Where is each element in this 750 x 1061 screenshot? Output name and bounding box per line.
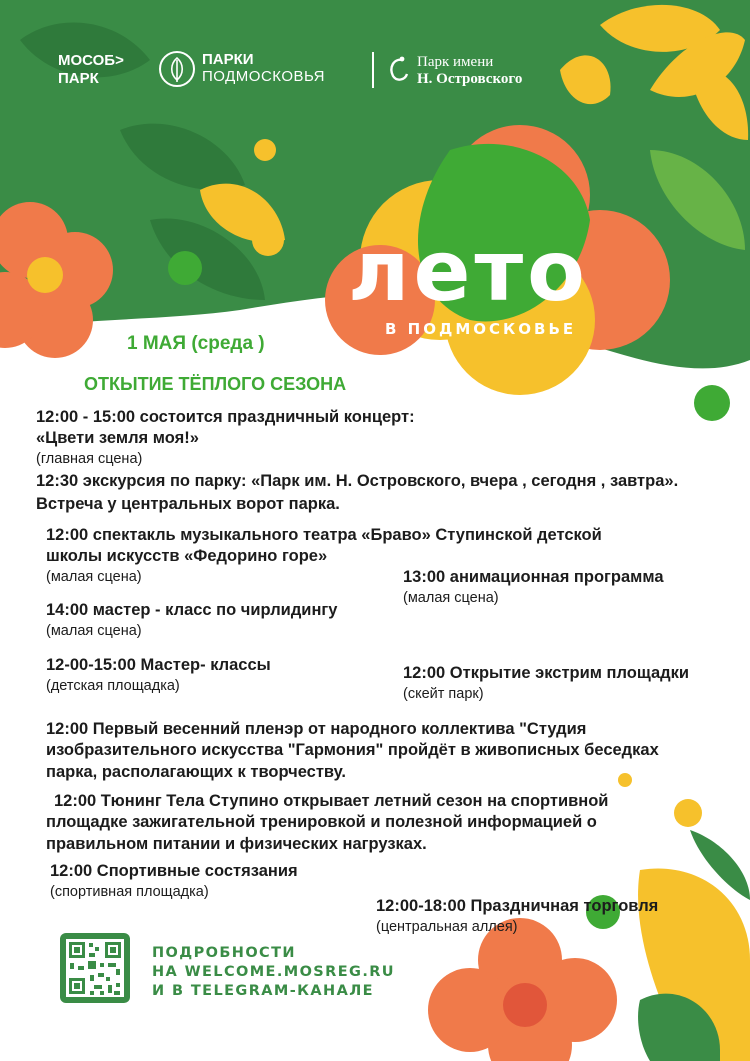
hero-title: лето [348,222,589,320]
event-cheerleading-place: (малая сцена) [46,623,142,639]
event-date: 1 МАЯ (среда ) [127,333,265,354]
parks-logo-line1: ПАРКИ [202,51,254,68]
event-plein-air-line1: 12:00 Первый весенний пленэр от народного коллектива "Студия [46,720,587,738]
event-opening-title: ОТКЫТИЕ ТЁПЛОГО СЕЗОНА [84,374,347,394]
parks-logo-line2: ПОДМОСКОВЬЯ [202,68,326,85]
event-theatre-line1: 12:00 спектакль музыкального театра «Браво» Ступинской детской [46,526,602,544]
qr-code-icon [60,933,130,1003]
event-theatre-place: (малая сцена) [46,569,142,585]
park-name-line2: Н. Островского [417,71,523,87]
event-trade-place: (центральная аллея) [376,919,518,935]
mosoblpark-logo-line2: ПАРК [58,70,99,87]
event-animation-place: (малая сцена) [403,590,499,606]
event-cheerleading-time: 14:00 мастер - класс по чирлидингу [46,601,338,619]
footer-info [152,944,395,1001]
footer-telegram-link[interactable]: И В TELEGRAM-КАНАЛЕ [152,983,374,999]
footer-website-link[interactable]: НА WELCOME.MOSREG.RU [152,964,395,980]
mosoblpark-logo [58,52,124,88]
event-animation-time: 13:00 анимационная программа [403,568,664,586]
event-sports-place: (спортивная площадка) [50,884,209,900]
park-name-line1: Парк имени [417,54,494,70]
event-extreme-place: (скейт парк) [403,686,484,702]
event-plein-air-line2: изобразительного искусства "Гармония" пройдёт в живописных беседках [46,741,659,759]
event-fitness-line1: 12:00 Тюнинг Тела Ступино открывает летний сезон на спортивной [54,792,609,810]
header-divider [372,52,374,88]
event-sports-time: 12:00 Спортивные состязания [50,862,298,880]
parks-podmoskovya-logo [158,48,358,90]
event-masterclass-place: (детская площадка) [46,678,180,694]
event-fitness-line2: площадке зажигательной тренировкой и полезной информацией о [46,813,597,831]
event-fitness-line3: правильном питании и физических нагрузках. [46,835,427,853]
tree-icon [158,50,196,88]
event-theatre-line2: школы искусств «Федорино горе» [46,547,328,565]
hero-subtitle: В ПОДМОСКОВЬЕ [385,320,577,338]
event-masterclass-time: 12-00-15:00 Мастер- классы [46,656,271,674]
event-trade-time: 12:00-18:00 Праздничная торговля [376,897,659,915]
footer-line1: ПОДРОБНОСТИ [152,945,296,961]
event-concert-place: (главная сцена) [36,451,143,467]
park-emblem-icon [385,54,409,84]
event-concert-title: «Цвети земля моя!» [36,429,199,447]
mosoblpark-logo-line1: МОСОБ> [58,52,124,69]
event-excursion-line2: Встреча у центральных ворот парка. [36,495,340,513]
event-concert-time: 12:00 - 15:00 состоится праздничный концерт: [36,408,415,426]
ostrovsky-park-logo [385,50,565,90]
event-plein-air-line3: парка, располагающих к творчеству. [46,763,346,781]
qr-code[interactable] [60,933,130,1003]
event-extreme-time: 12:00 Открытие экстрим площадки [403,664,690,682]
event-excursion-line1: 12:30 экскурсия по парку: «Парк им. Н. Островского, вчера , сегодня , завтра». [36,472,679,490]
